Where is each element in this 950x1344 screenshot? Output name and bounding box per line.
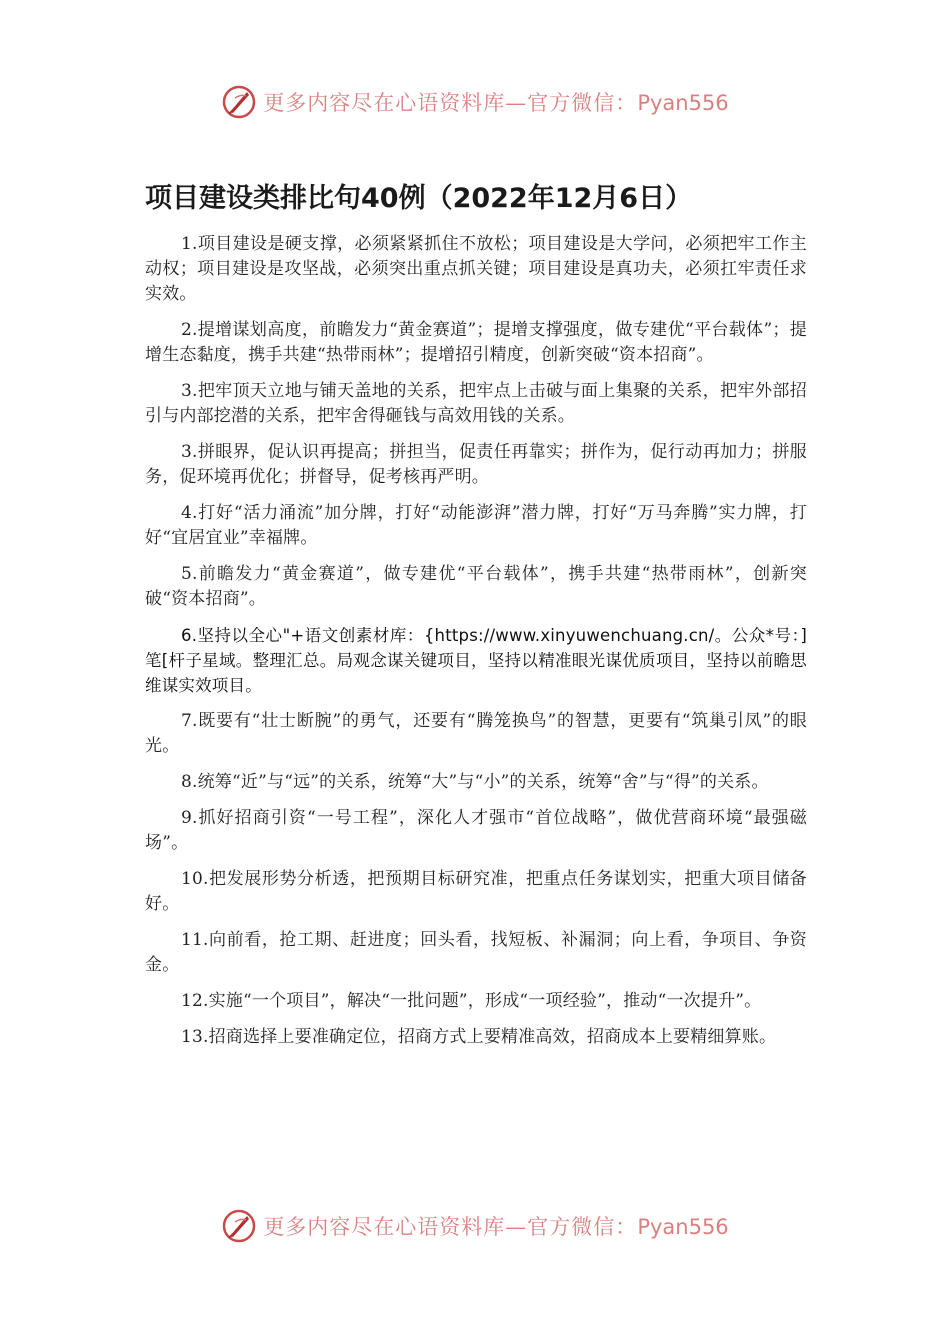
footer-banner [0, 1208, 950, 1244]
paragraph-10: 9.抓好招商引资“一号工程”，深化人才强市“首位战略”，做优营商环境“最强磁场”。 [145, 808, 807, 853]
header-banner-text: 更多内容尽在心语资料库—官方微信：Pyan556 [263, 91, 729, 115]
footer-banner-text: 更多内容尽在心语资料库—官方微信：Pyan556 [263, 1215, 729, 1239]
paragraph-3: 3.把牢顶天立地与铺天盖地的关系，把牢点上击破与面上集聚的关系，把牢外部招引与内部挖潜的关系，把牢舍得砸钱与高效用钱的关系。 [145, 381, 807, 426]
paragraph-5: 4.打好“活力涌流”加分牌，打好“动能澎湃”潜力牌，打好“万马奔腾”实力牌，打好“宜居宜业”幸福牌。 [145, 503, 807, 548]
document-title: 项目建设类排比句40例（2022年12月6日） [145, 183, 693, 214]
paragraph-14: 13.招商选择上要准确定位，招商方式上要精准高效，招商成本上要精细算账。 [181, 1027, 777, 1047]
paragraph-7: 6.坚持以全心"+语文创素材库：{https://www.xinyuwenchuang.cn/。公众*号：]笔[杆子星域。整理汇总。局观念谋关键项目，坚持以精准眼光谋优质项目，坚持以前瞻思维谋实效项目。 [145, 626, 807, 695]
paragraph-12: 11.向前看，抢工期、赶进度；回头看，找短板、补漏洞；向上看，争项目、争资金。 [145, 930, 807, 975]
quill-logo-icon [221, 1208, 257, 1244]
document-body [145, 232, 807, 1061]
paragraph-4: 3.拼眼界，促认识再提高；拼担当，促责任再靠实；拼作为，促行动再加力；拼服务，促环境再优化；拼督导，促考核再严明。 [145, 442, 807, 487]
paragraph-6: 5.前瞻发力“黄金赛道”，做专建优“平台载体”，携手共建“热带雨林”，创新突破“资本招商”。 [145, 564, 807, 609]
header-banner [0, 84, 950, 120]
paragraph-11: 10.把发展形势分析透，把预期目标研究准，把重点任务谋划实，把重大项目储备好。 [145, 869, 807, 914]
paragraph-8: 7.既要有“壮士断腕”的勇气，还要有“腾笼换鸟”的智慧，更要有“筑巢引凤”的眼光。 [145, 711, 807, 756]
paragraph-2: 2.提增谋划高度，前瞻发力“黄金赛道”；提增支撑强度，做专建优“平台载体”；提增生态黏度，携手共建“热带雨林”；提增招引精度，创新突破“资本招商”。 [145, 320, 807, 365]
quill-logo-icon [221, 84, 257, 120]
paragraph-1: 1.项目建设是硬支撑，必须紧紧抓住不放松；项目建设是大学问，必须把牢工作主动权；项目建设是攻坚战，必须突出重点抓关键；项目建设是真功夫，必须扛牢责任求实效。 [145, 234, 807, 304]
paragraph-13: 12.实施“一个项目”，解决“一批问题”，形成“一项经验”，推动“一次提升”。 [181, 991, 762, 1011]
paragraph-9: 8.统筹“近”与“远”的关系，统筹“大”与“小”的关系，统筹“舍”与“得”的关系。 [181, 772, 769, 792]
